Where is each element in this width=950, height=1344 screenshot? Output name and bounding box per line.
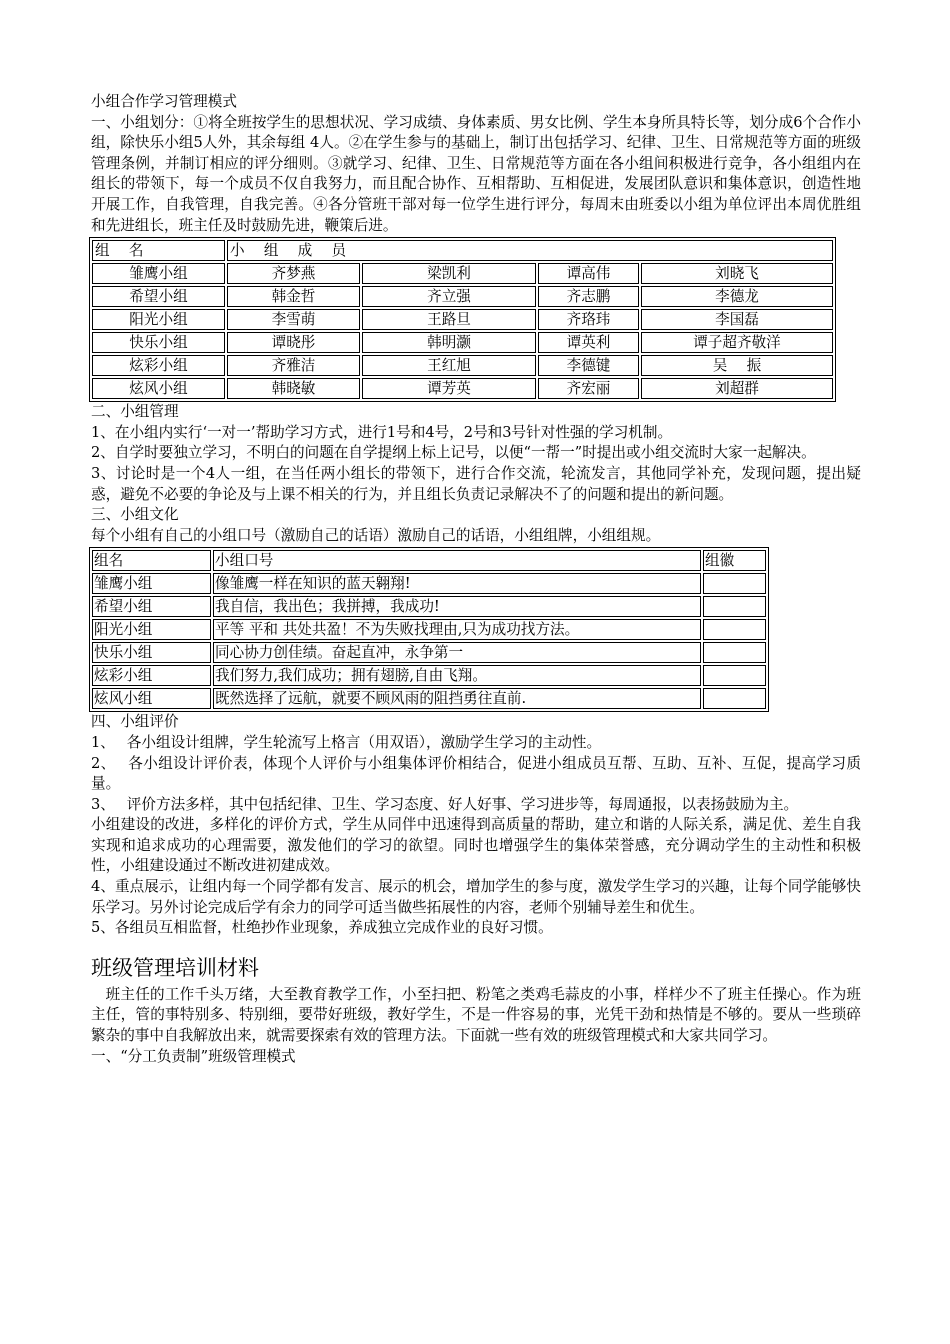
paragraph: 班主任的工作千头万绪，大至教育教学工作，小至扫把、粉笔之类鸡毛蒜皮的小事，样样少不了班主任操心。作为班主任，管的事特别多、特别细，要带好班级，教好学生，不是一件容易的事，光凭干劲和热情是不够的。要从一些琐碎繁杂的事中自我解放出来，就需要探索有效的管理方法。下面就一些有效的班级管理模式和大家共同学习。 — [91, 985, 861, 1045]
table-cell: 炫风小组 — [92, 688, 211, 709]
table-cell: 雏鹰小组 — [92, 263, 225, 284]
document-page — [91, 92, 861, 1067]
table-cell: 炫风小组 — [92, 378, 225, 399]
list-item: 3、讨论时是一个4人一组，在当任两小组长的带领下，进行合作交流，轮流发言，其他同学补充，发现问题，提出疑惑，避免不必要的争论及与上课不相关的行为，并且组长负责记录解决不了的问题和提出的新问题。 — [91, 464, 861, 503]
paragraph: 每个小组有自己的小组口号（激励自己的话语）激励自己的话语，小组组牌，小组组规。 — [91, 526, 661, 544]
table-cell: 谭晓彤 — [227, 332, 360, 353]
table-row — [92, 642, 766, 663]
table-cell: 快乐小组 — [92, 642, 211, 663]
paragraph: 一、小组划分：①将全班按学生的思想状况、学习成绩、身体素质、男女比例、学生本身所具特长等，划分成6个合作小组，除快乐小组5人外，其余每组 4人。②在学生参与的基础上，制订出包括学习、纪律、卫生、日常规范等方面的班级管理条例，并制订相应的评分细则。③就学习、纪律、卫生、日常规范等方面在各小组间积极进行竞争，各小组组内在组长的带领下，每一个成员不仅自我努力，而且配合协作、互相帮助、互相促进，发展团队意识和集体意识，创造性地开展工作，自我管理，自我完善。④各分管班干部对每一位学生进行评分，每周末由班委以小组为单位评出本周优胜组和先进组长，班主任及时鼓励先进，鞭策后进。 — [91, 113, 861, 234]
table-cell — [703, 642, 766, 663]
header-cell-group-name: 组名 — [92, 550, 211, 571]
group-slogan-table — [89, 547, 769, 712]
table-row — [92, 263, 833, 284]
table-cell — [703, 619, 766, 640]
header-cell-members: 小 组 成 员 — [227, 240, 833, 261]
table-cell: 韩明灏 — [362, 332, 536, 353]
table-cell — [703, 688, 766, 709]
section-title: 二、小组管理 — [91, 403, 179, 421]
table-row — [92, 309, 833, 330]
table-cell: 齐宏丽 — [538, 378, 639, 399]
table-row — [92, 286, 833, 307]
list-item: 3、 评价方法多样，其中包括纪律、卫生、学习态度、好人好事、学习进步等，每周通报，以表扬鼓励为主。 — [91, 795, 799, 813]
table-cell: 李德龙 — [641, 286, 833, 307]
table-row — [92, 596, 766, 617]
table-header-row — [92, 240, 833, 261]
table-cell: 谭英利 — [538, 332, 639, 353]
list-item: 1、在小组内实行‘一对一’帮助学习方式，进行1号和4号，2号和3号针对性强的学习机制。 — [91, 423, 673, 441]
section-title: 一、“分工负责制”班级管理模式 — [91, 1047, 296, 1065]
table-cell: 梁凯利 — [362, 263, 536, 284]
table-cell: 韩金哲 — [227, 286, 360, 307]
table-cell: 我自信，我出色；我拼搏，我成功! — [213, 596, 701, 617]
table-row — [92, 619, 766, 640]
table-row — [92, 573, 766, 594]
table-cell — [703, 665, 766, 686]
header-cell-emblem: 组徽 — [703, 550, 766, 571]
table-cell: 李雪萌 — [227, 309, 360, 330]
section-title: 小组合作学习管理模式 — [91, 93, 237, 110]
table-cell: 齐立强 — [362, 286, 536, 307]
table-cell: 王路旦 — [362, 309, 536, 330]
table-cell: 阳光小组 — [92, 309, 225, 330]
table-cell: 我们努力,我们成功；拥有翅膀,自由飞翔。 — [213, 665, 701, 686]
table-cell: 刘晓飞 — [641, 263, 833, 284]
header-cell-group-name: 组 名 — [92, 240, 225, 261]
list-item: 4、重点展示，让组内每一个同学都有发言、展示的机会，增加学生的参与度，激发学生学习的兴趣，让每个同学能够快乐学习。另外讨论完成后学有余力的同学可适当做些拓展性的内容，老师个别辅导差生和优生。 — [91, 878, 861, 916]
table-cell: 谭芳英 — [362, 378, 536, 399]
table-cell: 吴 振 — [641, 355, 833, 376]
table-cell: 齐志鹏 — [538, 286, 639, 307]
table-cell: 平等 平和 共处共盈！不为失败找理由,只为成功找方法。 — [213, 619, 701, 640]
table-row — [92, 688, 766, 709]
table-cell: 齐珞玮 — [538, 309, 639, 330]
list-item: 5、各组员互相监督，杜绝抄作业现象，养成独立完成作业的良好习惯。 — [91, 919, 553, 937]
table-cell: 谭子超齐敬洋 — [641, 332, 833, 353]
table-row — [92, 665, 766, 686]
table-cell: 炫彩小组 — [92, 355, 225, 376]
list-item: 1、 各小组设计组牌，学生轮流写上格言（用双语），激励学生学习的主动性。 — [91, 733, 602, 751]
table-row — [92, 332, 833, 353]
list-item: 2、 各小组设计评价表，体现个人评价与小组集体评价相结合，促进小组成员互帮、互助、互补、互促，提高学习质量。 — [91, 754, 861, 793]
table-cell — [703, 596, 766, 617]
table-row — [92, 378, 833, 399]
table-cell: 李德键 — [538, 355, 639, 376]
table-cell: 炫彩小组 — [92, 665, 211, 686]
table-cell — [703, 573, 766, 594]
table-cell: 王红旭 — [362, 355, 536, 376]
list-item: 2、自学时要独立学习，不明白的问题在自学提纲上标上记号，以便“一帮一”时提出或小组交流时大家一起解决。 — [91, 444, 816, 462]
table-cell: 雏鹰小组 — [92, 573, 211, 594]
group-members-table — [89, 237, 836, 402]
table-cell: 谭高伟 — [538, 263, 639, 284]
table-cell: 同心协力创佳绩。奋起直冲，永争第一 — [213, 642, 701, 663]
table-cell: 齐梦燕 — [227, 263, 360, 284]
table-cell: 希望小组 — [92, 286, 225, 307]
table-cell: 齐雅洁 — [227, 355, 360, 376]
paragraph: 小组建设的改进，多样化的评价方式，学生从同伴中迅速得到高质量的帮助，建立和谐的人际关系，满足优、差生自我实现和追求成功的心理需要，激发他们的学习的欲望。同时也增强学生的集体荣誉感，充分调动学生的主动性和积极性，小组建设通过不断改进初建成效。 — [91, 816, 861, 875]
table-header-row — [92, 550, 766, 571]
section-title: 四、小组评价 — [91, 713, 179, 731]
table-cell: 希望小组 — [92, 596, 211, 617]
table-cell: 既然选择了远航，就要不顾风雨的阻挡勇往直前. — [213, 688, 701, 709]
section-title: 三、小组文化 — [91, 506, 179, 524]
table-cell: 刘超群 — [641, 378, 833, 399]
document-heading: 班级管理培训材料 — [91, 955, 259, 980]
header-cell-slogan: 小组口号 — [213, 550, 701, 571]
table-cell: 像雏鹰一样在知识的蓝天翱翔! — [213, 573, 701, 594]
table-cell: 快乐小组 — [92, 332, 225, 353]
table-cell: 李国磊 — [641, 309, 833, 330]
table-cell: 韩晓敏 — [227, 378, 360, 399]
table-cell: 阳光小组 — [92, 619, 211, 640]
table-row — [92, 355, 833, 376]
